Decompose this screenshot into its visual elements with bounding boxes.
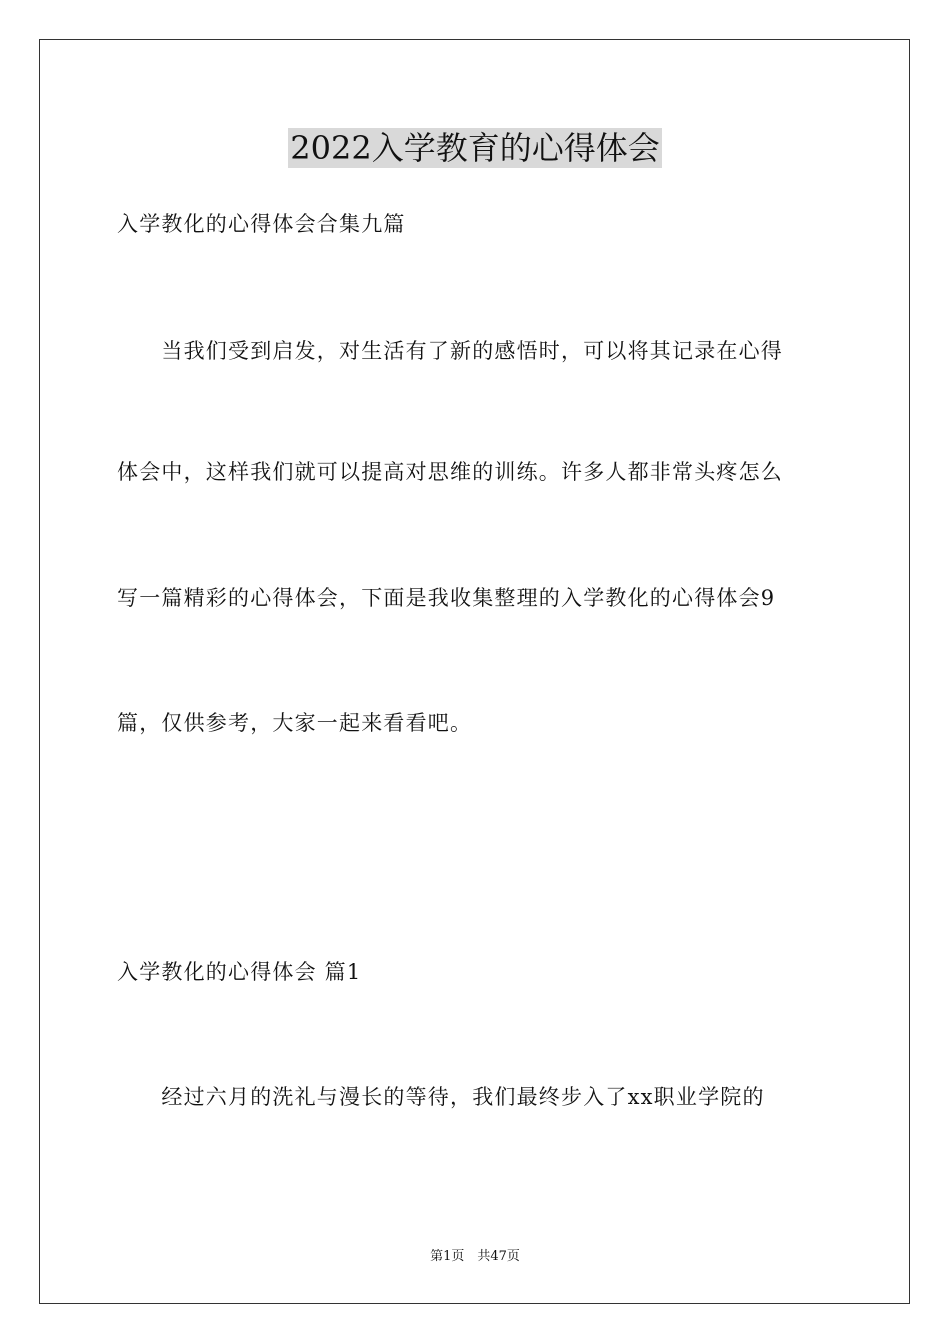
page-footer [0,1248,950,1266]
paragraph-line: 写一篇精彩的心得体会，下面是我收集整理的入学教化的心得体会9 [117,586,776,610]
subtitle-line: 入学教化的心得体会合集九篇 [117,212,406,236]
section-heading: 入学教化的心得体会 篇1 [117,960,362,984]
title-container [0,128,950,168]
paragraph-line: 经过六月的洗礼与漫长的等待，我们最终步入了xx职业学院的 [117,1085,765,1109]
paragraph-line: 当我们受到启发，对生活有了新的感悟时，可以将其记录在心得 [117,339,783,363]
paragraph-line: 篇，仅供参考，大家一起来看看吧。 [117,711,473,735]
document-title: 2022入学教育的心得体会 [290,129,660,167]
page-number: 第1页 共47页 [430,1249,520,1264]
paragraph-line: 体会中，这样我们就可以提高对思维的训练。许多人都非常头疼怎么 [117,460,783,484]
